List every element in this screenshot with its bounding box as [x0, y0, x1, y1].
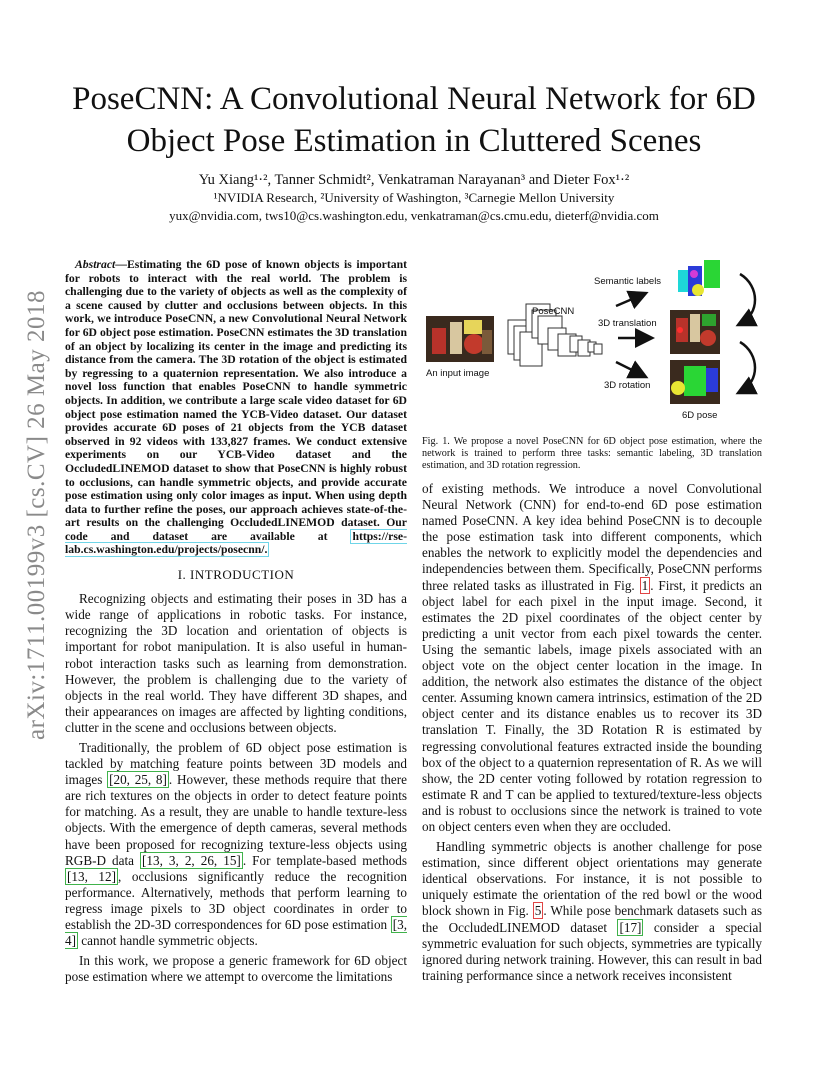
- left-column: [65, 258, 407, 989]
- posecnn-overview-diagram: [422, 256, 764, 428]
- semantic-labels-label: Semantic labels: [594, 276, 662, 287]
- arxiv-sidebar: [22, 270, 52, 760]
- posecnn-label: PoseCNN: [532, 306, 575, 317]
- intro-paragraph-1: Recognizing objects and estimating their poses in 3D has a wide range of applications in robotic tasks. For instance, recognizing the 3D location and orientation of objects is important for robot manipulation. It is also useful in human-robot interaction tasks such as learning from demonstration. However, the problem is challenging due to the variety of objects in the real world. They have different 3D shapes, and their appearances on images are affected by lighting conditions, clutter in the scene and occlusions between objects.: [65, 591, 407, 735]
- figure-1: [422, 256, 764, 428]
- abstract-text: —Estimating the 6D pose of known objects is important for robots to interact with the real world. The problem is challenging due to the variety of objects as well as the complexity of a scene caused by clutter and occlusions between objects. In this work, we introduce PoseCNN, a new Convolutional Neural Network for 6D object pose estimation. PoseCNN estimates the 3D translation of an object by localizing its center in the image and predicting its distance from the camera. The 3D rotation of the object is estimated by regressing to a quaternion representation. We also introduce a novel loss function that enables PoseCNN to handle symmetric objects. In addition, we contribute a large scale video dataset for 6D object pose estimation named the YCB-Video dataset. Our dataset provides accurate 6D poses of 21 objects from the YCB dataset observed in 92 videos with 133,827 frames. We conduct extensive experiments on our YCB-Video dataset and the OccludedLINEMOD dataset to show that PoseCNN is highly robust to occlusions, can handle symmetric objects, and provide accurate pose estimation using only color images as input. When using depth data to further refine the poses, our approach achieves state-of-the-art results on the challenging OccludedLINEMOD dataset. Our code and dataset are available at: [65, 258, 407, 543]
- paper-affiliations: ¹NVIDIA Research, ²University of Washington, ³Carnegie Mellon University: [213, 190, 615, 205]
- paper-emails: yux@nvidia.com, tws10@cs.washington.edu, venkatraman@cs.cmu.edu, dieterf@nvidia.com: [169, 208, 659, 223]
- semantic-arrow: [616, 294, 644, 306]
- arxiv-id: arXiv:1711.00199v3 [cs.CV] 26 May 2018: [23, 290, 50, 740]
- intro-paragraph-5: Handling symmetric objects is another challenge for pose estimation, since different object orientations may generate identical observations. For instance, it is not possible to uniquely estimate the orientation of the red bowl or the wood block shown in Fig. 5 . While pose benchmark datasets such as the OccludedLINEMOD dataset [17] consider a special symmetric evaluation for such objects, symmetries are typically ignored during network training. However, this can result in bad training performance since a network receives inconsistent: [422, 839, 762, 983]
- abstract-label: Abstract: [75, 258, 116, 271]
- abstract: [65, 258, 407, 557]
- right-column: [422, 481, 762, 988]
- input-image-thumbnail: [426, 316, 494, 362]
- rotation-arrow: [616, 362, 644, 376]
- paper-authors: Yu Xiang¹·², Tanner Schmidt², Venkatraman Narayanan³ and Dieter Fox¹·²: [198, 172, 630, 188]
- citation-link[interactable]: [17]: [619, 919, 642, 935]
- input-image-label: An input image: [426, 368, 490, 379]
- citation-link[interactable]: [20, 25, 8]: [109, 772, 167, 788]
- translation-label: 3D translation: [598, 318, 657, 329]
- figure-caption: Fig. 1. We propose a novel PoseCNN for 6D object pose estimation, where the network is trained to perform three tasks: semantic labeling, 3D translation estimation, and 3D rotation regression.: [422, 436, 762, 471]
- rotation-output-image: [670, 360, 720, 404]
- curved-arrow-upper: [740, 274, 755, 324]
- paper-title: PoseCNN: A Convolutional Neural Network for 6D Object Pose Estimation in Cluttered Scenes: [72, 81, 756, 159]
- citation-link[interactable]: [13, 12]: [67, 868, 117, 884]
- translation-output-image: [670, 310, 720, 354]
- figure-ref-link[interactable]: 1: [641, 577, 649, 593]
- citation-link[interactable]: [3, 4]: [65, 917, 407, 949]
- semantic-output-image: [670, 260, 720, 304]
- intro-paragraph-3: In this work, we propose a generic framework for 6D object pose estimation where we attempt to overcome the limitations: [65, 953, 407, 985]
- intro-paragraph-4: of existing methods. We introduce a novel Convolutional Neural Network (CNN) for end-to-end 6D pose estimation named PoseCNN. A key idea behind PoseCNN is to decouple the pose estimation task into different components, which enables the network to explicitly model the dependencies and independencies between them. Specifically, PoseCNN performs three related tasks as illustrated in Fig. 1 . First, it predicts an object label for each pixel in the input image. Second, it estimates the 2D pixel coordinates of the object center by predicting a unit vector from each pixel towards the center. Using the semantic labels, image pixels associated with an object vote on the object center location in the image. In addition, the network also estimates the distance of the object center. Assuming known camera intrinsics, estimation of the 2D object center and its distance enables us to recover its 3D translation T. Finally, the 3D Rotation R is estimated by regressing convolutional features extracted inside the bounding box of the object to a quaternion representation of R. As we will show, the 2D center voting followed by rotation regression to estimate R and T can be applied to textured/texture-less objects and is robust to occlusions since the network is trained to vote on object centers even when they are occluded.: [422, 481, 762, 834]
- citation-link[interactable]: [13, 3, 2, 26, 15]: [142, 852, 241, 868]
- rotation-label: 3D rotation: [604, 380, 651, 391]
- intro-paragraph-2: Traditionally, the problem of 6D object pose estimation is tackled by matching feature points between 3D models and images [20, 25, 8] . However, these methods require that there are rich textures on the objects in order to detect feature points for matching. As a result, they are unable to handle texture-less objects. With the emergence of depth cameras, several methods have been proposed for recognizing texture-less objects using RGB-D data [13, 3, 2, 26, 15] . For template-based methods [13, 12] , occlusions significantly reduce the recognition performance. Alternatively, methods that perform learning to regress image pixels to 3D object coordinates in order to establish the 2D-3D correspondences for 6D pose estimation [3, 4] cannot handle symmetric objects.: [65, 740, 407, 949]
- pose-label: 6D pose: [682, 410, 718, 421]
- section-heading-introduction: I. INTRODUCTION: [177, 567, 295, 583]
- figure-ref-link[interactable]: 5: [534, 903, 542, 919]
- curved-arrow-lower: [740, 342, 755, 392]
- project-link[interactable]: https://rse-lab.cs.washington.edu/projects/posecnn/.: [65, 529, 407, 557]
